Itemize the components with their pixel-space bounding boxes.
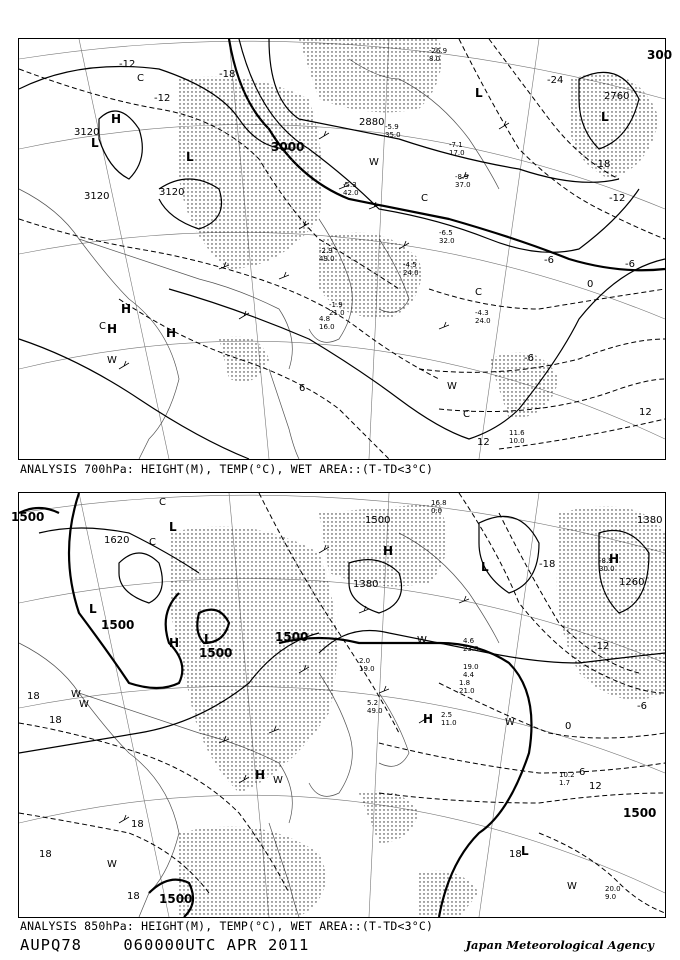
temp-label: -18 [594,159,611,170]
low-center: L [475,86,483,100]
panel-caption-850hpa: ANALYSIS 850hPa: HEIGHT(M), TEMP(°C), WET AREA::(T-TD<3°C) [20,919,434,933]
height-label: 3120 [74,127,100,138]
high-center: H [107,322,118,336]
station-dewpoint: 30.0 [599,565,615,573]
low-center: L [521,844,529,858]
low-center: L [169,520,177,534]
station-dewpoint: 8.0 [429,55,441,63]
high-center: H [383,544,394,558]
station-dewpoint: 19.0 [359,665,375,673]
temp-label: -6 [524,353,534,364]
height-label: 1380 [637,515,663,526]
station-temp: 2.0 [359,657,371,665]
height-label: 1500 [159,892,193,906]
temp-label: 12 [639,407,652,418]
height-label: 2760 [604,91,630,102]
temp-label: 12 [589,781,602,792]
station-dewpoint: 17.0 [449,149,465,157]
station-dewpoint: 10.0 [509,437,525,445]
station-temp: -4.3 [475,309,489,317]
height-label: 1500 [623,806,657,820]
temp-label: 0 [565,721,572,732]
station-temp: 2.5 [441,711,453,719]
station-dewpoint: 0.0 [431,507,443,515]
high-center: H [121,302,132,316]
temp-label: -6 [637,701,647,712]
station-temp: -8.9 [599,557,613,565]
low-center: L [481,560,489,574]
map-850hpa-svg [11,493,665,917]
station-temp: 5.2 [367,699,379,707]
temp-label: 6 [299,383,306,394]
height-label: 3120 [84,191,110,202]
temp-label: 12 [477,437,490,448]
station-dewpoint: 23.0 [463,645,479,653]
warm-marker: W [369,157,379,168]
low-center: L [89,602,97,616]
low-center: L [601,110,609,124]
station-dewpoint: 16.0 [319,323,335,331]
station-temp: -2.9 [319,247,333,255]
height-label: 1260 [619,577,645,588]
panel-caption-700hpa: ANALYSIS 700hPa: HEIGHT(M), TEMP(°C), WET AREA::(T-TD<3°C) [20,462,434,476]
station-dewpoint: 21.0 [329,309,345,317]
temp-label: -12 [593,641,610,652]
height-label: 1380 [353,579,379,590]
height-label: 2880 [359,117,385,128]
temp-label: 18 [39,849,52,860]
station-temp: 11.6 [509,429,525,437]
map-panel-850hpa [11,492,666,918]
station-dewpoint: 11.0 [441,719,457,727]
height-label: 3000 [271,140,305,154]
station-dewpoint: 37.0 [455,181,471,189]
temp-label: 0 [587,279,594,290]
temp-label: 18 [509,849,522,860]
agency-credit: Japan Meteorological Agency [465,938,654,952]
temp-label: 18 [127,891,140,902]
height-label: 1500 [101,618,135,632]
map-panel-700hpa [18,38,673,460]
cold-marker: C [475,287,482,298]
station-temp: 20.0 [605,885,621,893]
station-temp: 4.8 [319,315,331,323]
station-temp: -5.3 [343,181,357,189]
station-dewpoint: 42.0 [343,189,359,197]
station-temp: -5.9 [385,123,399,131]
temp-label: -18 [219,69,236,80]
cold-marker: C [149,537,156,548]
height-label: 3120 [159,187,185,198]
warm-marker: W [107,859,117,870]
warm-marker: W [79,699,89,710]
temp-label: -12 [154,93,171,104]
temp-label: -12 [119,59,136,70]
station-dewpoint: 49.0 [367,707,383,715]
station-temp: -6.5 [439,229,453,237]
temp-label: 6 [579,767,586,778]
station-dewpoint: 1.7 [559,779,571,787]
temp-label: 18 [131,819,144,830]
high-center: H [169,636,180,650]
high-center: H [255,768,266,782]
warm-marker: W [107,355,117,366]
height-label: 300 [647,48,673,62]
station-temp: -4.5 [403,261,417,269]
station-temp: 16.8 [431,499,447,507]
temp-label: -6 [625,259,635,270]
low-center: L [91,136,99,150]
height-label: 1620 [104,535,130,546]
high-center: H [166,326,177,340]
cold-marker: C [463,409,470,420]
warm-marker: W [417,635,427,646]
height-label: 1500 [11,510,45,524]
temp-label: 18 [49,715,62,726]
cold-marker: C [99,321,106,332]
temp-label: -18 [539,559,556,570]
station-temp: -7.1 [449,141,463,149]
low-center: L [204,632,212,646]
temp-label: -6 [544,255,554,266]
cold-marker: C [421,193,428,204]
station-dewpoint: 9.0 [605,893,617,901]
station-dewpoint: 49.0 [319,255,335,263]
map-700hpa-svg [19,39,673,459]
wet-areas [179,39,659,419]
temp-label: 18 [27,691,40,702]
cold-marker: C [137,73,144,84]
station-temp: 10.2 [559,771,575,779]
temperature-labels [27,559,647,902]
station-temp: 1.8 [459,679,471,687]
product-footer [20,936,309,954]
station-dewpoint: 35.0 [385,131,401,139]
height-label: 1500 [199,646,233,660]
station-temp: -26.9 [429,47,448,55]
product-code: AUPQ78 [20,936,82,954]
station-dewpoint: 24.0 [403,269,419,277]
low-center: L [186,150,194,164]
wet-areas [169,503,665,917]
height-label: 1500 [275,630,309,644]
station-dewpoint: 24.0 [475,317,491,325]
high-center: H [111,112,122,126]
warm-marker: W [273,775,283,786]
height-label: 1500 [365,515,391,526]
temp-label: -24 [547,75,564,86]
warm-marker: W [505,717,515,728]
station-dewpoint: 21.0 [459,687,475,695]
high-center: H [609,552,620,566]
warm-marker: W [447,381,457,392]
station-dewpoint: 4.4 [463,671,475,679]
warm-marker: W [71,689,81,700]
station-temp: 4.6 [463,637,475,645]
analysis-datetime: 060000UTC APR 2011 [123,936,310,954]
station-temp: -1.9 [329,301,343,309]
warm-marker: W [567,881,577,892]
cold-marker: C [159,497,166,508]
station-dewpoint: 32.0 [439,237,455,245]
station-temp: -8.9 [455,173,469,181]
temp-label: -12 [609,193,626,204]
station-temp: 19.0 [463,663,479,671]
high-center: H [423,712,434,726]
